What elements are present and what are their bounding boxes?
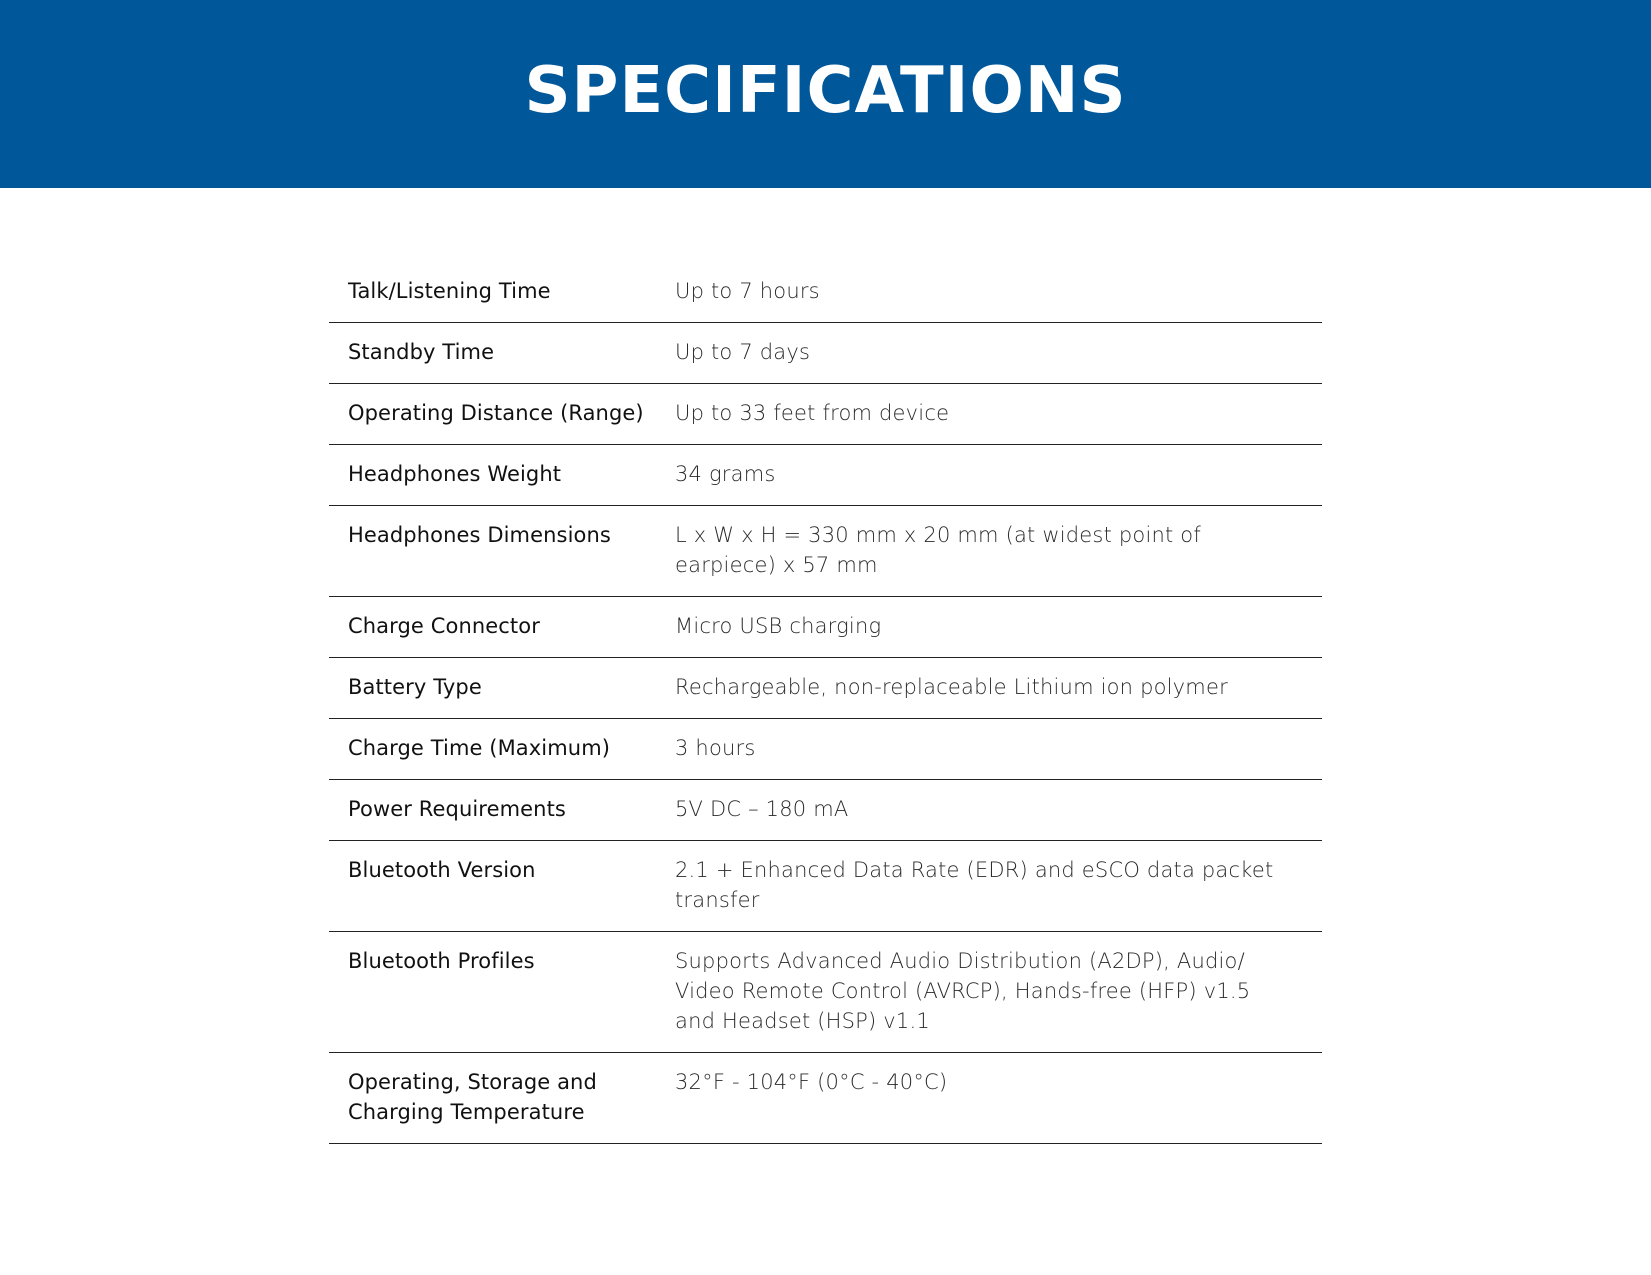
table-row [329,1053,1322,1144]
spec-label: Headphones Weight [348,462,562,486]
spec-label: Standby Time [348,340,495,364]
table-row [329,719,1322,780]
spec-value: Rechargeable, non-replaceable Lithium ion polymer [675,675,1228,699]
table-row [329,445,1322,506]
table-row [329,932,1322,1053]
spec-label: Charge Connector [348,614,540,638]
spec-value: 5V DC – 180 mA [675,797,849,821]
spec-label: Bluetooth Version [348,858,536,882]
page-title: SPECIFICATIONS [524,54,1127,128]
spec-label: Operating, Storage and Charging Temperature [348,1070,597,1124]
spec-label: Charge Time (Maximum) [348,736,611,760]
spec-label: Power Requirements [348,797,566,821]
table-row [329,597,1322,658]
spec-value: Up to 33 feet from device [675,401,950,425]
table-row [329,841,1322,932]
spec-label: Battery Type [348,675,482,699]
table-row [329,323,1322,384]
page-header [0,0,1651,188]
table-row [329,262,1322,323]
spec-label: Bluetooth Profiles [348,949,535,973]
spec-label: Talk/Listening Time [348,279,551,303]
spec-value: L x W x H = 330 mm x 20 mm (at widest point of earpiece) x 57 mm [675,523,1201,577]
table-row [329,658,1322,719]
table-row [329,384,1322,445]
table-row [329,506,1322,597]
spec-value: 3 hours [675,736,756,760]
spec-value: 32°F - 104°F (0°C - 40°C) [675,1070,948,1094]
specifications-table [329,262,1322,1144]
spec-value: 34 grams [675,462,776,486]
spec-label: Operating Distance (Range) [348,401,644,425]
spec-value: Up to 7 days [675,340,811,364]
spec-label: Headphones Dimensions [348,523,611,547]
spec-value: 2.1 + Enhanced Data Rate (EDR) and eSCO data packet transfer [675,858,1274,912]
spec-value: Supports Advanced Audio Distribution (A2DP), Audio/ Video Remote Control (AVRCP), Hands-free (HFP) v1.5 and Headset (HSP) v1.1 [675,949,1251,1033]
spec-value: Micro USB charging [675,614,882,638]
spec-value: Up to 7 hours [675,279,820,303]
table-row [329,780,1322,841]
